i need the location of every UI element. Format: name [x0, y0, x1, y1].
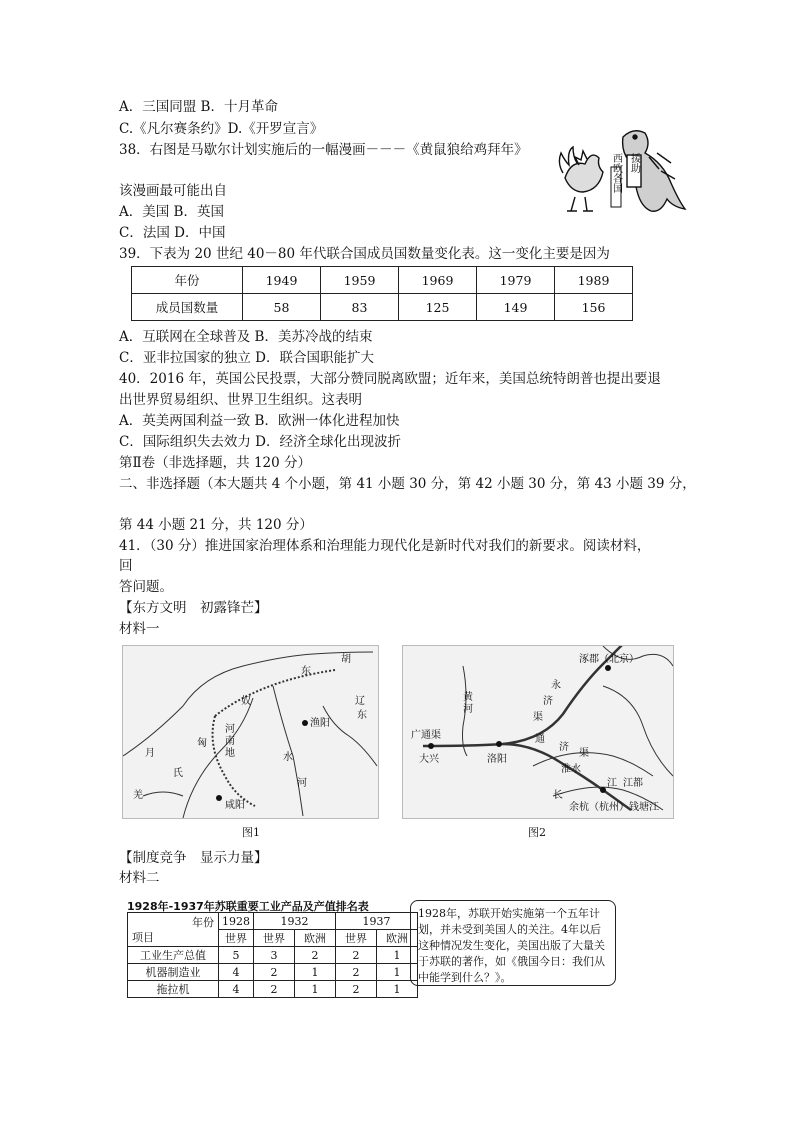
- map1-label: 羌: [133, 790, 143, 801]
- q37-options-ab: A．三国同盟 B．十月革命: [119, 99, 278, 115]
- map2-label: 渠: [579, 748, 589, 759]
- section-heading-east: 【东方文明 初露锋芒】: [119, 600, 268, 616]
- map1-label: 渔阳: [310, 718, 330, 729]
- map2-yuhang-marker: [600, 787, 606, 793]
- soviet-year: 1937: [336, 913, 418, 930]
- soviet-table-title: 1928年-1937年苏联重要工业产品及产值排名表: [127, 900, 369, 913]
- map2-label: 余杭（杭州）: [569, 802, 629, 813]
- map1-label: 东: [357, 710, 367, 721]
- q41-stem-cont: 回: [119, 558, 133, 574]
- soviet-value: 3: [254, 947, 295, 964]
- q38-options-cd: C．法国 D．中国: [119, 225, 226, 241]
- map2-caption: 图2: [528, 826, 546, 839]
- soviet-value: 2: [336, 947, 377, 964]
- soviet-year: 1932: [254, 913, 336, 930]
- map-figure-1: [122, 645, 379, 819]
- un-count: 149: [477, 294, 555, 321]
- soviet-value: 4: [219, 981, 254, 998]
- part2-desc: 二、非选择题（本大题共 4 个小题，第 41 小题 30 分，第 42 小题 30 分，第 43 小题 39 分，: [119, 476, 696, 492]
- map2-label: 涿郡（北京）: [579, 654, 639, 665]
- material-2-quote-box: 1928年，苏联开始实施第一个五年计划，并未受到美国人的关注。4年以后这种情况发生变化，美国出版了大量关于苏联的著作，如《俄国今日：我们从中能学到什么？》。: [410, 900, 616, 986]
- un-table-header-label: 年份: [132, 267, 243, 294]
- q40-stem-cont: 出世界贸易组织、世界卫生组织。这表明: [119, 392, 362, 408]
- soviet-value: 1: [295, 964, 336, 981]
- un-count: 83: [321, 294, 399, 321]
- map2-label: 黄: [463, 692, 473, 703]
- un-members-table: [131, 266, 633, 321]
- q39-options-cd: C．亚非拉国家的独立 D．联合国职能扩大: [119, 350, 374, 366]
- map2-label: 洛阳: [487, 754, 507, 765]
- map2-daxing-marker: [428, 743, 434, 749]
- q38-stem: 38．右图是马歇尔计划实施后的一幅漫画－－－《黄鼠狼给鸡拜年》: [119, 142, 528, 158]
- map-figure-2: [402, 645, 674, 819]
- map2-label: 永: [551, 680, 561, 691]
- soviet-item: 机器制造业: [128, 964, 219, 981]
- soviet-value: 1: [377, 947, 418, 964]
- un-year: 1979: [477, 267, 555, 294]
- map1-label: 辽: [355, 696, 365, 707]
- map1-label: 胡: [341, 654, 351, 665]
- map1-label: 河: [225, 724, 235, 735]
- map2-label: 长: [553, 790, 563, 801]
- q38-options-ab: A．美国 B．英国: [119, 204, 224, 220]
- map2-label: 济: [543, 696, 553, 707]
- map1-caption: 图1: [242, 826, 260, 839]
- q40-options-cd: C．国际组织失去效力 D．经济全球化出现波折: [119, 434, 401, 450]
- q41-stem: 41．（30 分）推进国家治理体系和治理能力现代化是新时代对我们的新要求。阅读材料，: [119, 538, 651, 554]
- part2-title: 第Ⅱ卷（非选择题，共 120 分）: [119, 455, 312, 471]
- map1-label: 匈: [197, 738, 207, 749]
- map2-label: 淮水: [561, 764, 581, 775]
- q37-options-cd: C.《凡尔赛条约》D.《开罗宣言》: [119, 121, 324, 137]
- soviet-subhead: 欧洲: [295, 930, 336, 947]
- table-row: [128, 947, 418, 964]
- map2-label: 江: [607, 778, 617, 789]
- material-1-label: 材料一: [119, 621, 160, 637]
- cartoon-body-text: 西欧各国: [610, 153, 622, 193]
- un-year: 1969: [399, 267, 477, 294]
- soviet-value: 5: [219, 947, 254, 964]
- soviet-value: 4: [219, 964, 254, 981]
- soviet-value: 2: [254, 964, 295, 981]
- part2-desc-cont: 第 44 小题 21 分，共 120 分）: [119, 517, 313, 533]
- un-table-row-label: 成员国数量: [132, 294, 243, 321]
- map1-label: 河: [297, 778, 307, 789]
- map1-xianyang-marker: [216, 795, 222, 801]
- un-count: 156: [555, 294, 633, 321]
- map2-label: 江都: [623, 778, 643, 789]
- un-count: 58: [243, 294, 321, 321]
- map1-label: 东: [301, 666, 311, 677]
- map1-label: 氏: [173, 768, 183, 779]
- map2-label: 渠: [533, 712, 543, 723]
- soviet-year: 1928: [219, 913, 254, 930]
- map2-label: 大兴: [419, 754, 439, 765]
- soviet-value: 2: [295, 947, 336, 964]
- soviet-subhead: 世界: [254, 930, 295, 947]
- map2-luoyang-marker: [496, 741, 502, 747]
- corner-item: 项目: [132, 931, 154, 944]
- q39-stem: 39．下表为 20 世纪 40－80 年代联合国成员国数量变化表。这一变化主要是因为: [119, 246, 610, 262]
- map2-label: 济: [559, 742, 569, 753]
- map2-label: 广通渠: [411, 730, 441, 741]
- map2-zhuojun-marker: [605, 665, 611, 671]
- map1-label: 奴: [241, 696, 251, 707]
- map2-label: 钱塘江: [629, 802, 659, 813]
- soviet-item: 工业生产总值: [128, 947, 219, 964]
- q41-stem-cont2: 答问题。: [119, 579, 173, 595]
- corner-year: 年份: [192, 916, 214, 929]
- soviet-subhead: 世界: [219, 930, 254, 947]
- q38-stem-cont: 该漫画最可能出自: [119, 183, 227, 199]
- map2-label: 通: [535, 734, 545, 745]
- q40-options-ab: A．英美两国利益一致 B．欧洲一体化进程加快: [119, 413, 400, 429]
- soviet-industry-table: [127, 912, 418, 998]
- table-row: [128, 964, 418, 981]
- cartoon-sign-text: 援助: [628, 153, 640, 173]
- map1-label: 水: [283, 752, 293, 763]
- soviet-value: 1: [377, 964, 418, 981]
- map1-yuyang-marker: [302, 720, 308, 726]
- soviet-subhead: 欧洲: [377, 930, 418, 947]
- material-2-label: 材料二: [119, 870, 160, 886]
- map1-label: 月: [145, 748, 155, 759]
- un-year: 1989: [555, 267, 633, 294]
- map2-label: 河: [463, 704, 473, 715]
- q39-options-ab: A．互联网在全球普及 B．美苏冷战的结束: [119, 329, 373, 345]
- soviet-value: 2: [336, 981, 377, 998]
- un-year: 1959: [321, 267, 399, 294]
- un-year: 1949: [243, 267, 321, 294]
- soviet-value: 2: [254, 981, 295, 998]
- table-row: [128, 981, 418, 998]
- map1-label: 咸阳: [225, 800, 245, 811]
- map1-label: 地: [225, 748, 235, 759]
- soviet-subhead: 世界: [336, 930, 377, 947]
- soviet-value: 1: [295, 981, 336, 998]
- map1-label: 南: [225, 736, 235, 747]
- soviet-value: 2: [336, 964, 377, 981]
- soviet-item: 拖拉机: [128, 981, 219, 998]
- q40-stem: 40．2016 年，英国公民投票，大部分赞同脱离欧盟；近年来，美国总统特朗普也提出要退: [119, 371, 661, 387]
- un-count: 125: [399, 294, 477, 321]
- section-heading-system: 【制度竞争 显示力量】: [119, 850, 268, 866]
- weasel-chicken-cartoon: [557, 123, 687, 215]
- soviet-value: 1: [377, 981, 418, 998]
